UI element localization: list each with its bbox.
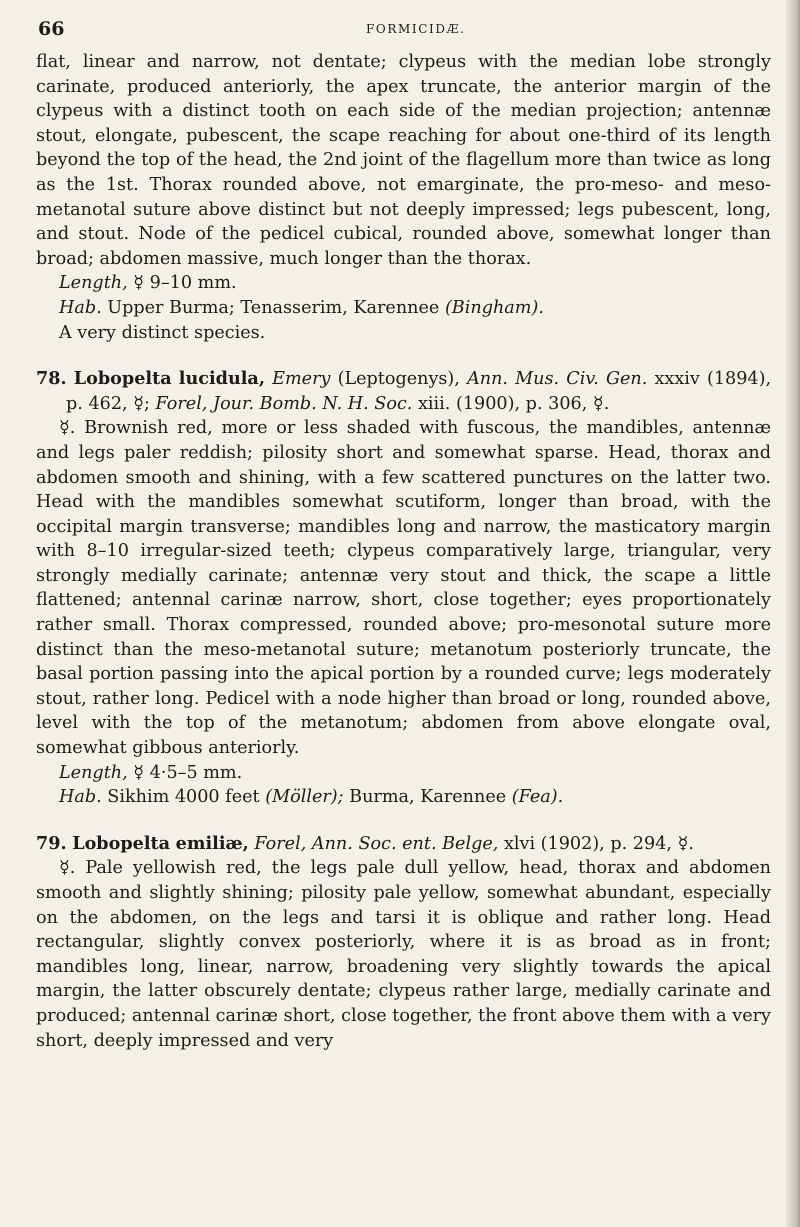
- species-number: 78.: [36, 368, 67, 390]
- running-title: FORMICIDÆ.: [366, 22, 466, 36]
- intro-closing: A very distinct species.: [59, 322, 266, 343]
- page-edge: [786, 0, 800, 1227]
- species-name: lucidula,: [178, 368, 265, 390]
- intro-habitat: Hab. Upper Burma; Tenasserim, Karennee (Bingham).: [59, 297, 544, 318]
- genus-name: Lobopelta: [73, 368, 172, 390]
- species-length: Length, ☿ 4·5–5 mm.: [59, 762, 243, 783]
- species-habitat: Hab. Sikhim 4000 feet (Möller); Burma, Karennee (Fea).: [59, 787, 564, 808]
- author-name: Forel,: [254, 833, 307, 854]
- genus-name: Lobopelta: [72, 832, 171, 854]
- author-name: Emery: [272, 369, 331, 390]
- species-name: emiliæ,: [175, 832, 249, 854]
- intro-length: Length, ☿ 9–10 mm.: [59, 273, 237, 294]
- species-heading: 78. Lobopelta lucidula, Emery (Leptogenys), Ann. Mus. Civ. Gen. xxxiv (1894), p. 462, ☿; Forel, Jour. Bomb. N. H. Soc. xiii. (1900), p. 306, ☿.: [36, 368, 772, 414]
- species-heading: 79. Lobopelta emiliæ, Forel, Ann. Soc. ent. Belge, xlvi (1902), p. 294, ☿.: [36, 832, 694, 854]
- page-header: [36, 14, 771, 50]
- page-number: 66: [38, 18, 65, 40]
- book-page: [36, 14, 771, 1053]
- species-description: ☿. Brownish red, more or less shaded with fuscous, the mandibles, antennæ and legs paler reddish; pilosity short and somewhat sparse. Head, thorax and abdomen smooth and shining, with a few scattered punctures on the latter two. Head with the mandibles somewhat scutiform, longer than broad, with the occipital margin transverse; mandibles long and narrow, the masticatory margin with 8–10 irregular-sized teeth; clypeus comparatively large, triangular, very strongly medially carinate; antennæ very stout and thick, the scape a little flattened; antennal carinæ narrow, short, close together; eyes proportionately rather small. Thorax compressed, rounded above; pro-mesonotal suture more distinct than the meso-metanotal suture; metanotum posteriorly truncate, the basal portion passing into the apical portion by a rounded curve; legs moderately stout, rather long. Pedicel with a node higher than broad or long, rounded above, level with the top of the metanotum; abdomen from above elongate oval, somewhat gibbous anteriorly.: [36, 418, 771, 759]
- journal-name: Ann. Mus. Civ. Gen.: [467, 369, 648, 390]
- species-number: 79.: [36, 832, 67, 854]
- page-body: [36, 50, 771, 1053]
- journal-name: Ann. Soc. ent. Belge,: [311, 833, 499, 854]
- intro-paragraph: flat, linear and narrow, not dentate; clypeus with the median lobe strongly carinate, produced anteriorly, the apex truncate, the anterior margin of the clypeus with a distinct tooth on each side of the median projection; antennæ stout, elongate, pubescent, the scape reaching for about one-third of its length beyond the top of the head, the 2nd joint of the flagellum more than twice as long as the 1st. Thorax rounded above, not emarginate, the pro-meso- and meso-metanotal suture above distinct but not deeply impressed; legs pubescent, long, and stout. Node of the pedicel cubical, rounded above, somewhat longer than broad; abdomen massive, much longer than the thorax.: [36, 52, 771, 269]
- species-description: ☿. Pale yellowish red, the legs pale dull yellow, head, thorax and abdomen smooth and slightly shining; pilosity pale yellow, somewhat abundant, especially on the abdomen, on the legs and tarsi it is oblique and rather long. Head rectangular, slightly convex posteriorly, where it is as broad as in front; mandibles long, linear, narrow, broadening very slightly towards the apical margin, the latter obscurely dentate; clypeus rather large, medially carinate and produced; antennal carinæ short, close together, the front above them with a very short, deeply impressed and very: [36, 858, 771, 1051]
